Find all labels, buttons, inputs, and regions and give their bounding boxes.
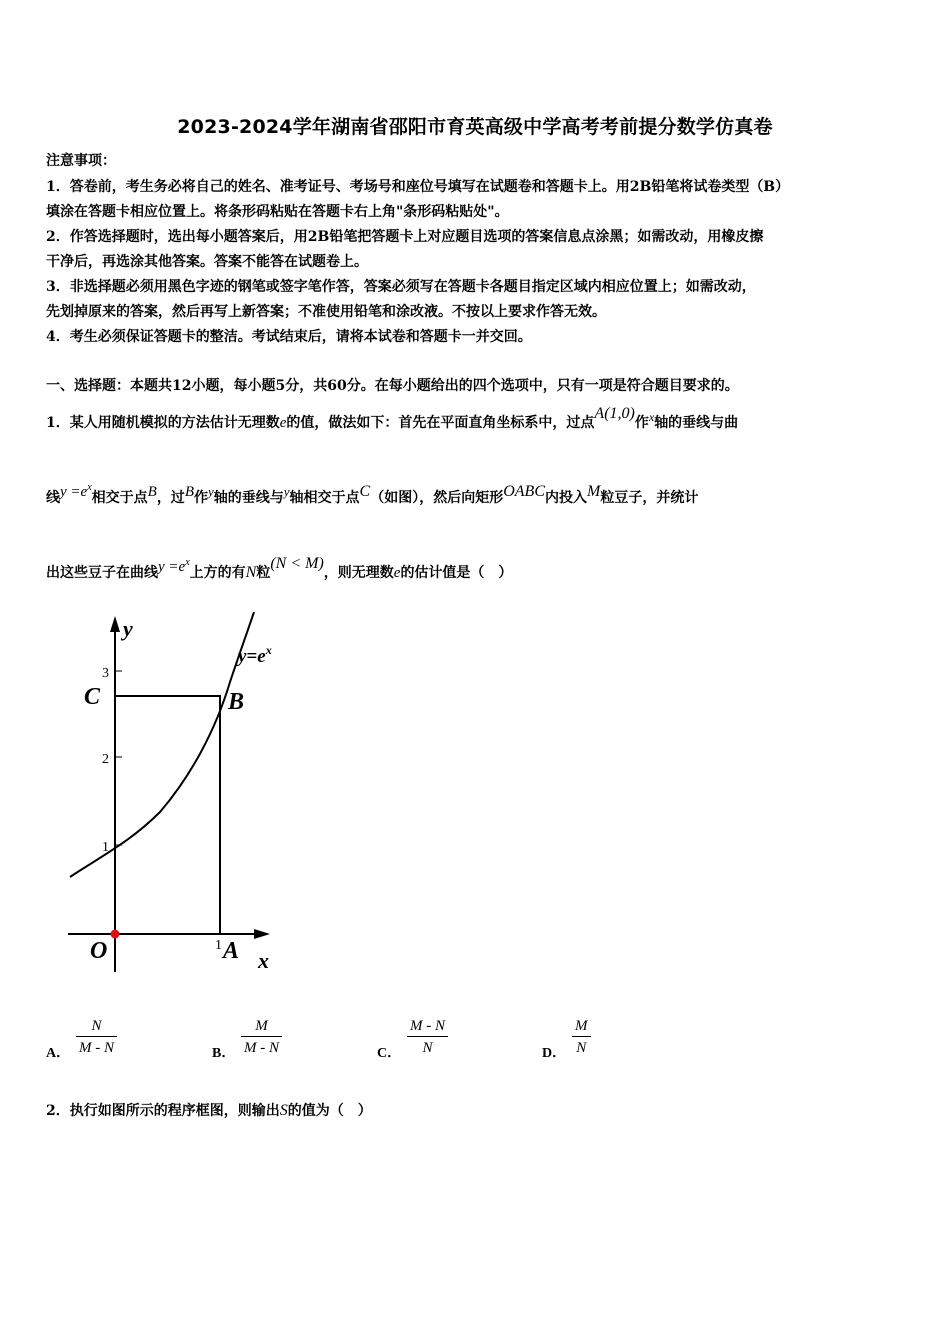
math-y: y bbox=[207, 484, 214, 499]
q1-text: 1．某人用随机模拟的方法估计无理数 bbox=[46, 415, 280, 431]
q1-line-1 bbox=[46, 405, 739, 432]
q1-text: ，则无理数 bbox=[323, 565, 394, 581]
q2-text: 的值为（ ） bbox=[287, 1103, 372, 1119]
x-axis-arrow bbox=[254, 929, 270, 939]
notice-line: 填涂在答题卡相应位置上。将条形码粘贴在答题卡右上角"条形码粘贴处"。 bbox=[46, 204, 509, 220]
curve-label-base: y=e bbox=[238, 646, 266, 667]
tick-label-2: 2 bbox=[102, 752, 109, 767]
option-a-label[interactable]: A． bbox=[46, 1046, 71, 1061]
math-b: B bbox=[147, 484, 157, 500]
math-curve: y =e bbox=[60, 484, 88, 500]
option-b-label[interactable]: B． bbox=[212, 1046, 236, 1061]
q1-text: ，过 bbox=[156, 490, 185, 506]
q1-text: 上方的有 bbox=[189, 565, 246, 581]
origin-dot bbox=[111, 930, 120, 939]
math-exp: x bbox=[185, 557, 190, 568]
math-curve: y =e bbox=[158, 559, 186, 575]
axis-y-label: y bbox=[123, 616, 133, 641]
q1-text: 轴的垂线与 bbox=[213, 490, 284, 506]
math-y: y bbox=[283, 484, 290, 499]
q1-text: （如图），然后向矩形 bbox=[370, 490, 504, 506]
q1-figure bbox=[60, 612, 310, 982]
page-title: 2023-2024学年湖南省邵阳市育英高级中学高考考前提分数学仿真卷 bbox=[177, 116, 773, 138]
q1-line-3 bbox=[46, 555, 513, 584]
option-c-numerator: M - N bbox=[410, 1018, 445, 1034]
math-e: e bbox=[393, 565, 401, 581]
q1-text: 的估计值是（ ） bbox=[400, 565, 513, 581]
section-heading: 一、选择题：本题共12小题，每小题5分，共60分。在每小题给出的四个选项中，只有一项是符合题目要求的。 bbox=[46, 378, 739, 394]
option-d-denominator: N bbox=[576, 1040, 587, 1056]
q1-text: 作 bbox=[634, 415, 649, 431]
math-s: S bbox=[279, 1102, 288, 1119]
math-exp: x bbox=[87, 482, 92, 493]
math-m: M bbox=[587, 483, 601, 500]
q1-text: 粒 bbox=[256, 565, 271, 581]
point-label-o: O bbox=[90, 938, 108, 964]
math-c: C bbox=[359, 483, 371, 500]
tick-label-x1: 1 bbox=[215, 938, 222, 953]
option-b-numerator: M bbox=[255, 1018, 268, 1034]
tick-label-1: 1 bbox=[102, 840, 109, 855]
point-label-a: A bbox=[223, 938, 240, 964]
q1-text: 线 bbox=[46, 490, 60, 506]
notice-line: 干净后，再选涂其他答案。答案不能答在试题卷上。 bbox=[46, 254, 368, 270]
point-label-c: C bbox=[84, 684, 101, 710]
option-d-numerator: M bbox=[575, 1018, 588, 1034]
option-c-denominator: N bbox=[422, 1040, 433, 1056]
option-d-fraction[interactable] bbox=[572, 1016, 591, 1059]
q2-text: 2．执行如图所示的程序框图，则输出 bbox=[46, 1103, 280, 1119]
option-b-denominator: M - N bbox=[244, 1040, 279, 1056]
q1-text: 粒豆子，并统计 bbox=[600, 490, 699, 506]
rectangle-oabc bbox=[115, 696, 220, 934]
curve-label bbox=[236, 643, 272, 667]
option-a-numerator: N bbox=[91, 1018, 102, 1034]
q1-text: 出这些豆子在曲线 bbox=[46, 565, 158, 581]
math-condition: (N < M) bbox=[270, 555, 324, 572]
question-2 bbox=[46, 1102, 372, 1120]
curve-label-exp: x bbox=[265, 643, 272, 657]
q1-text: 轴相交于点 bbox=[289, 490, 360, 506]
notice-line: 4．考生必须保证答题卡的整洁。考试结束后，请将本试卷和答题卡一并交回。 bbox=[46, 329, 532, 345]
q1-line-2 bbox=[46, 482, 699, 509]
option-d-label[interactable]: D． bbox=[542, 1046, 567, 1061]
option-c-fraction[interactable] bbox=[407, 1016, 448, 1059]
option-a-fraction[interactable] bbox=[76, 1016, 117, 1059]
notice-line: 3．非选择题必须用黑色字迹的钢笔或签字笔作答，答案必须写在答题卡各题目指定区域内相应位置上；如需改动， bbox=[46, 279, 756, 295]
math-n: N bbox=[245, 564, 257, 581]
q1-text: 相交于点 bbox=[91, 490, 148, 506]
y-axis-arrow bbox=[110, 616, 120, 632]
q1-text: 的值，做法如下：首先在平面直角坐标系中，过点 bbox=[286, 415, 595, 431]
option-b-fraction[interactable] bbox=[241, 1016, 282, 1059]
math-x: x bbox=[648, 410, 655, 424]
option-a-denominator: M - N bbox=[79, 1040, 114, 1056]
q1-text: 作 bbox=[193, 490, 208, 506]
math-b: B bbox=[184, 484, 194, 500]
exp-curve bbox=[70, 612, 254, 877]
notice-heading: 注意事项： bbox=[46, 153, 116, 169]
option-c-label[interactable]: C． bbox=[377, 1046, 402, 1061]
math-e: e bbox=[279, 415, 287, 431]
q1-text: 内投入 bbox=[545, 490, 587, 506]
q1-text: 轴的垂线与曲 bbox=[654, 415, 739, 431]
notice-line: 先划掉原来的答案，然后再写上新答案；不准使用铅笔和涂改液。不按以上要求作答无效。 bbox=[46, 304, 606, 320]
notice-line: 1．答卷前，考生务必将自己的姓名、准考证号、考场号和座位号填写在试题卷和答题卡上。用2B铅笔将试卷类型（B） bbox=[46, 179, 790, 195]
axis-x-label: x bbox=[258, 948, 269, 973]
tick-label-3: 3 bbox=[102, 666, 109, 681]
notice-line: 2．作答选择题时，选出每小题答案后，用2B铅笔把答题卡上对应题目选项的答案信息点涂黑；如需改动，用橡皮擦 bbox=[46, 229, 764, 245]
math-point-a: A(1,0) bbox=[594, 405, 635, 422]
point-label-b: B bbox=[228, 689, 245, 715]
math-oabc: OABC bbox=[503, 483, 545, 500]
